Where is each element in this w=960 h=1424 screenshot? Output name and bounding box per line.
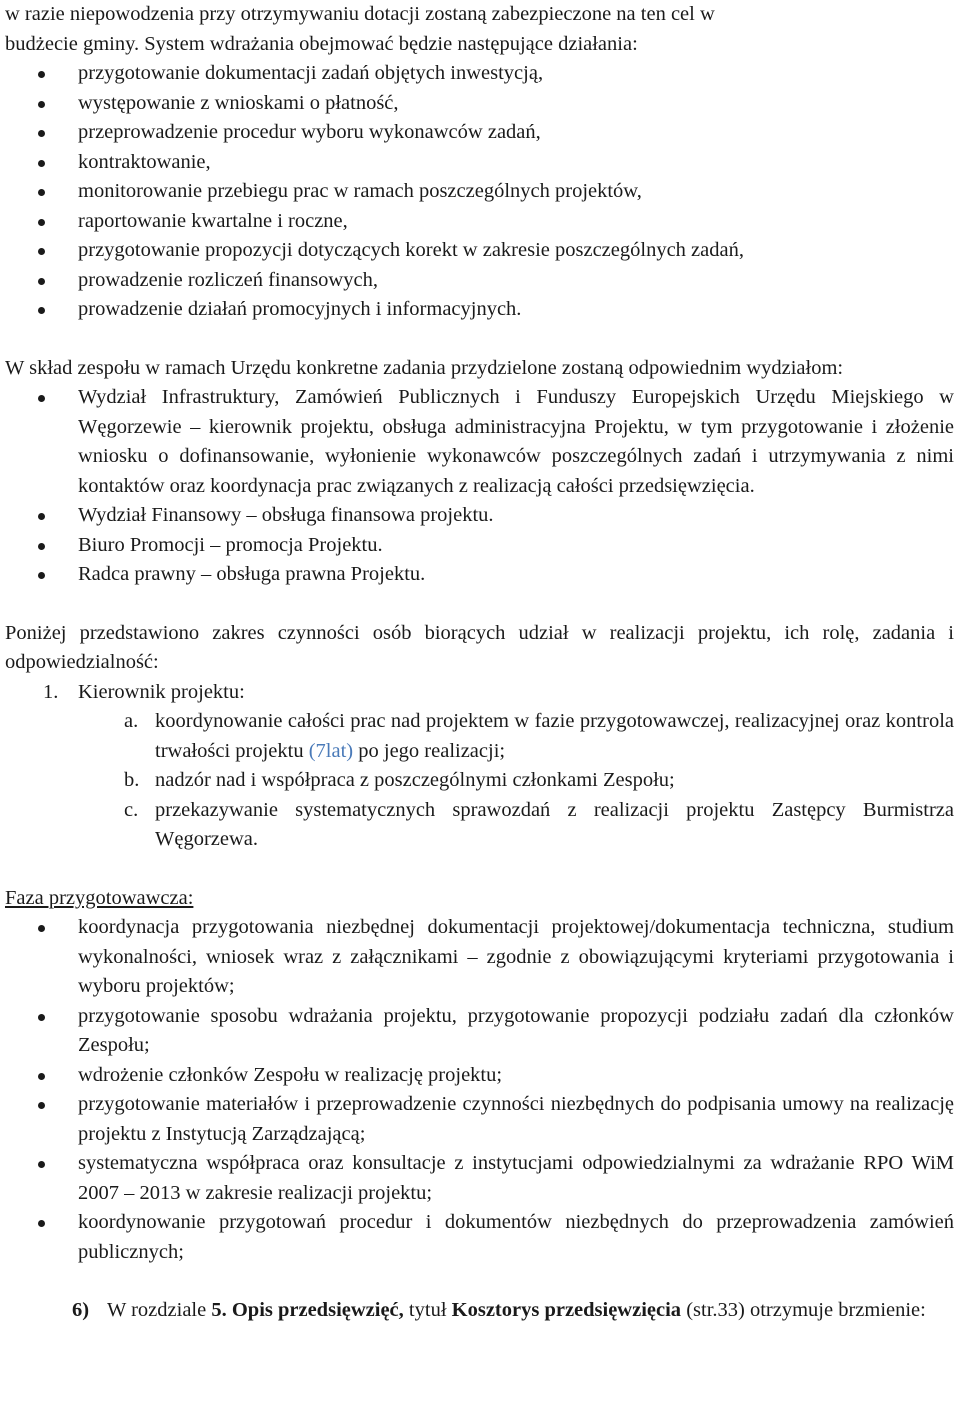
- paragraph-gap: [5, 855, 954, 884]
- bullet-icon: [38, 1161, 45, 1168]
- bullet-icon: [38, 189, 45, 196]
- paragraph-gap: [5, 590, 954, 619]
- bullet-icon: [38, 925, 45, 932]
- list-item: przygotowanie materiałów i przeprowadzenie czynności niezbędnych do podpisania umowy na realizację projektu z Instytucją Zarządzającą;: [5, 1090, 954, 1149]
- actions-list: [5, 59, 954, 325]
- duration-highlight: (7lat): [308, 739, 354, 762]
- paragraph-gap: [5, 1267, 954, 1296]
- section-number: 6): [72, 1299, 90, 1321]
- paragraph-gap: [5, 325, 954, 354]
- bullet-icon: [38, 160, 45, 167]
- list-item: Radca prawny – obsługa prawna Projektu.: [5, 560, 954, 590]
- role-subitem-a: a. koordynowanie całości prac nad projektem w fazie przygotowawczej, realizacyjnej oraz kontrola trwałości projektu (7lat) po jego realizacji;: [124, 710, 954, 762]
- intro-line-1: w razie niepowodzenia przy otrzymywaniu dotacji zostaną zabezpieczone na ten cel w: [5, 3, 715, 25]
- list-item: kontraktowanie,: [5, 148, 954, 178]
- list-item: przygotowanie propozycji dotyczących korekt w zakresie poszczególnych zadań,: [5, 236, 954, 266]
- role-item-1: [5, 678, 954, 708]
- list-item: koordynowanie przygotowań procedur i dokumentów niezbędnych do przeprowadzenia zamówień publicznych;: [5, 1208, 954, 1267]
- phase-heading: Faza przygotowawcza:: [5, 886, 194, 909]
- list-item: Wydział Infrastruktury, Zamówień Publicznych i Funduszy Europejskich Urzędu Miejskiego w Węgorzewie – kierownik projektu, obsługa administracyjna Projektu, w tym przygotowanie i złożenie wniosku o dofinansowanie, wyłonienie wykonawców poszczególnych zadań i utrzymywania z nimi kontaktów oraz koordynacja prac związanych z realizacją całości przedsięwzięcia.: [5, 383, 954, 501]
- list-item: prowadzenie rozliczeń finansowych,: [5, 266, 954, 296]
- list-item: przeprowadzenie procedur wyboru wykonawców zadań,: [5, 118, 954, 148]
- list-item: występowanie z wnioskami o płatność,: [5, 89, 954, 119]
- bullet-icon: [38, 71, 45, 78]
- list-item: raportowanie kwartalne i roczne,: [5, 207, 954, 237]
- bullet-icon: [38, 307, 45, 314]
- list-item: koordynacja przygotowania niezbędnej dokumentacji projektowej/dokumentacja techniczna, studium wykonalności, wniosek wraz z załącznikami – zgodnie z obowiązującymi kryteriami przygotowania i wyboru projektów;: [5, 913, 954, 1002]
- bullet-icon: [38, 101, 45, 108]
- phase-list: [5, 913, 954, 1267]
- bullet-icon: [38, 1014, 45, 1021]
- list-item: monitorowanie przebiegu prac w ramach poszczególnych projektów,: [5, 177, 954, 207]
- role-subitem-b: b. nadzór nad i współpraca z poszczególnymi członkami Zespołu;: [124, 769, 675, 791]
- list-item: przygotowanie sposobu wdrażania projektu, przygotowanie propozycji podziału zadań dla członków Zespołu;: [5, 1002, 954, 1061]
- role-label: Kierownik projektu:: [78, 680, 245, 703]
- bullet-icon: [38, 248, 45, 255]
- list-item: Wydział Finansowy – obsługa finansowa projektu.: [5, 501, 954, 531]
- list-item: systematyczna współpraca oraz konsultacje z instytucjami odpowiedzialnymi za wdrażanie RPO WiM 2007 – 2013 w zakresie realizacji projektu;: [5, 1149, 954, 1208]
- role-subitem-c: c. przekazywanie systematycznych sprawozdań z realizacji projektu Zastępcy Burmistrza Węgorzewa.: [124, 798, 954, 850]
- list-item: wdrożenie członków Zespołu w realizację projektu;: [5, 1061, 954, 1091]
- bullet-icon: [38, 543, 45, 550]
- bullet-icon: [38, 1220, 45, 1227]
- team-list: [5, 383, 954, 590]
- bullet-icon: [38, 1102, 45, 1109]
- bullet-icon: [38, 1073, 45, 1080]
- role-number: 1.: [43, 680, 59, 703]
- bullet-icon: [38, 130, 45, 137]
- bullet-icon: [38, 219, 45, 226]
- roles-intro: Poniżej przedstawiono zakres czynności osób biorących udział w realizacji projektu, ich rolę, zadania i odpowiedzialność:: [5, 621, 954, 673]
- intro-line-2: budżecie gminy. System wdrażania obejmować będzie następujące działania:: [5, 32, 638, 55]
- section-6-amendment: 6) W rozdziale 5. Opis przedsięwzięć, tytuł Kosztorys przedsięwzięcia (str.33) otrzymuje brzmienie:: [5, 1296, 954, 1326]
- team-intro: W skład zespołu w ramach Urzędu konkretne zadania przydzielone zostaną odpowiednim wydziałom:: [5, 356, 844, 379]
- list-item: prowadzenie działań promocyjnych i informacyjnych.: [5, 295, 954, 325]
- list-item: przygotowanie dokumentacji zadań objętych inwestycją,: [5, 59, 954, 89]
- bullet-icon: [38, 278, 45, 285]
- bullet-icon: [38, 395, 45, 402]
- bullet-icon: [38, 513, 45, 520]
- bullet-icon: [38, 572, 45, 579]
- list-item: Biuro Promocji – promocja Projektu.: [5, 531, 954, 561]
